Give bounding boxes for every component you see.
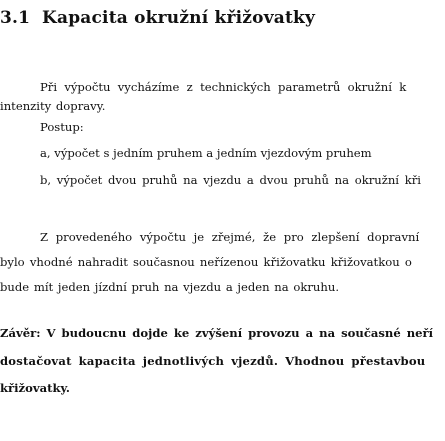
step-a: a, výpočet s jedním pruhem a jedním vjezdovým pruhem xyxy=(40,146,372,160)
result-text-line-1: Z provedeného výpočtu je zřejmé, že pro zlepšení dopravní xyxy=(40,230,420,244)
result-text-line-3: bude mít jeden jízdní pruh na vjezdu a jeden na okruhu. xyxy=(0,280,340,294)
step-b: b, výpočet dvou pruhů na vjezdu a dvou pruhů na okružní kři xyxy=(40,173,421,187)
conclusion-line-3: křižovatky. xyxy=(0,381,70,395)
result-text-line-2: bylo vhodné nahradit současnou neřízenou křižovatku křižovatkou o xyxy=(0,255,412,269)
intro-text-line-1: Při výpočtu vycházíme z technických parametrů okružní k xyxy=(40,80,407,94)
section-number: 3.1 xyxy=(0,8,31,28)
postup-label: Postup: xyxy=(40,120,84,134)
conclusion-line-2: dostačovat kapacita jednotlivých vjezdů. Vhodnou přestavbou xyxy=(0,354,426,368)
section-heading xyxy=(0,8,315,28)
section-title: Kapacita okružní křižovatky xyxy=(42,8,316,28)
conclusion-line-1: Závěr: V budoucnu dojde ke zvýšení provozu a na současné neří xyxy=(0,326,434,340)
intro-text-line-2: intenzity dopravy. xyxy=(0,99,106,113)
